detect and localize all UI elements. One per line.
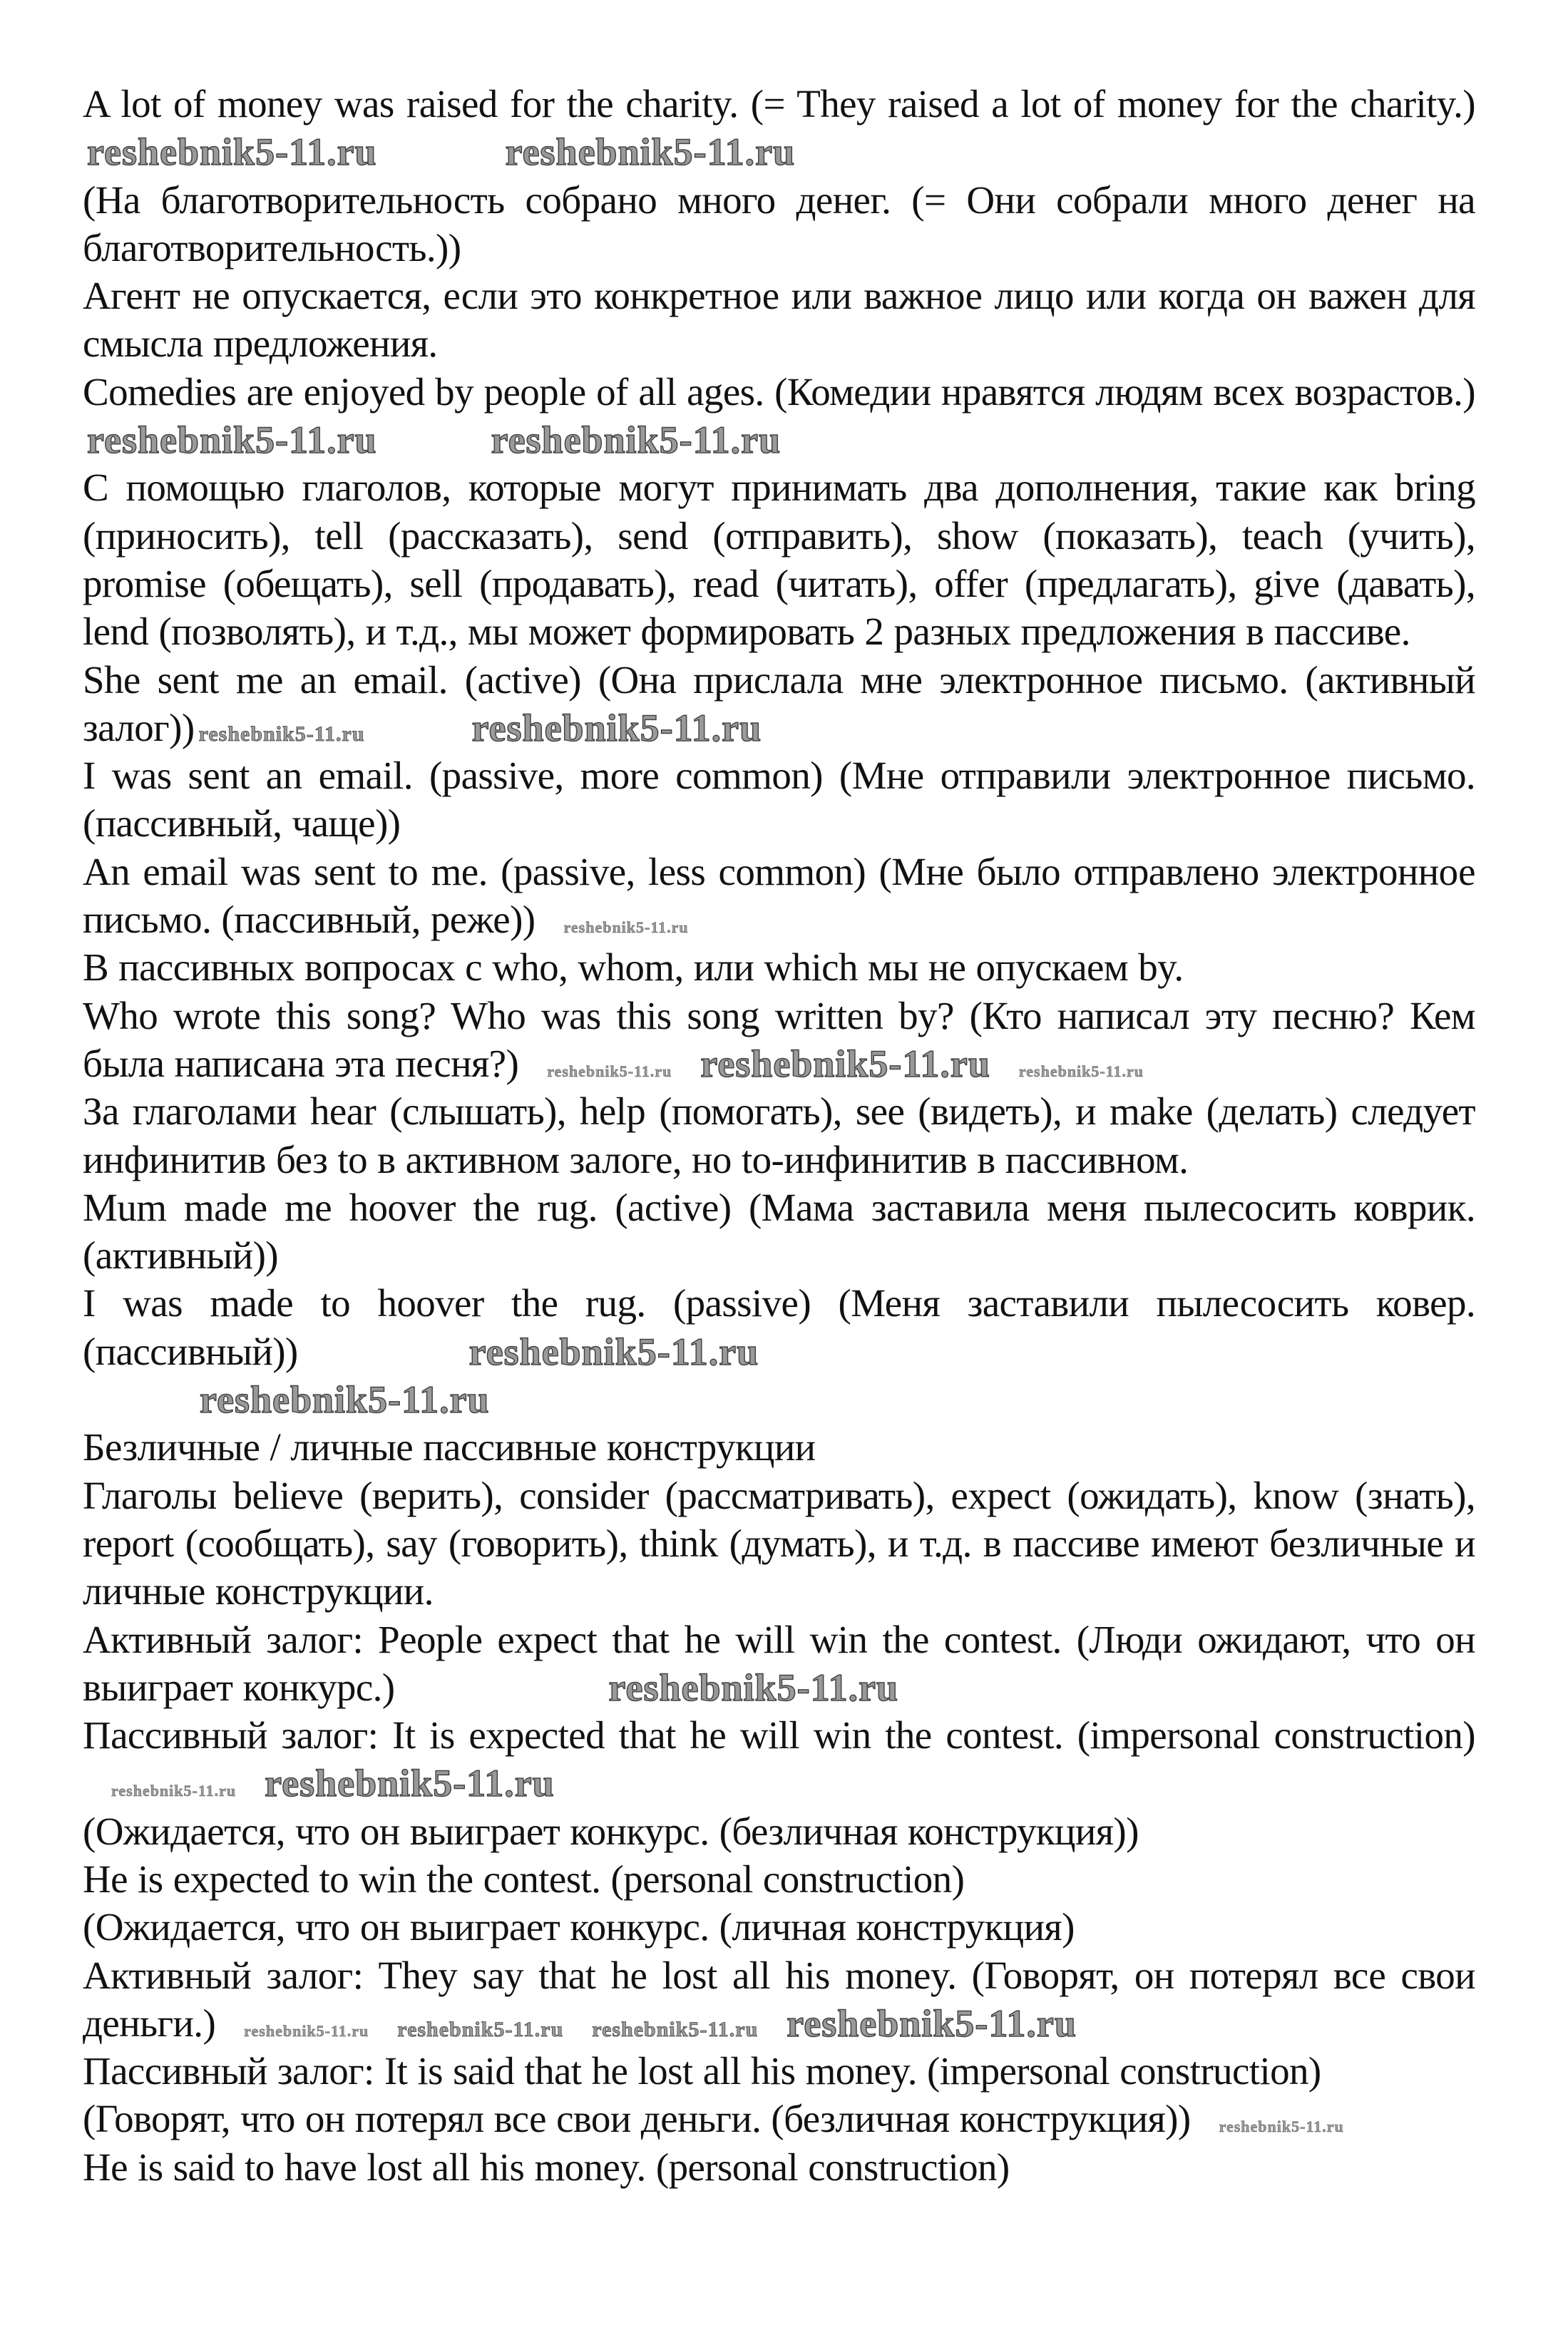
- watermark: reshebnik5-11.ru: [198, 722, 365, 746]
- paragraph: [83, 368, 1475, 464]
- paragraph: (Ожидается, что он выиграет конкурс. (безличная конструкция)): [83, 1809, 1139, 1853]
- paragraph: [83, 848, 1475, 944]
- paragraph-text: She sent me an email. (active) (Она прислала мне электронное письмо. (активный залог)): [83, 657, 1475, 749]
- paragraph: [83, 1951, 1475, 2048]
- watermark: reshebnik5-11.ru: [87, 419, 377, 462]
- paragraph: За глаголами hear (слышать), help (помогать), see (видеть), и make (делать) следует инфинитив без to в активном залоге, но to-инфинитив в пассивном.: [83, 1089, 1475, 1181]
- section-heading: Безличные / личные пассивные конструкции: [83, 1425, 816, 1469]
- watermark: reshebnik5-11.ru: [547, 1062, 672, 1080]
- blank-line: [83, 1375, 1475, 1423]
- watermark: reshebnik5-11.ru: [786, 2001, 1077, 2045]
- watermark: reshebnik5-11.ru: [608, 1666, 899, 1709]
- paragraph: Mum made me hoover the rug. (active) (Мама заставила меня пылесосить коврик. (активный)): [83, 1185, 1475, 1278]
- paragraph-text: Активный залог: People expect that he will win the contest. (Люди ожидают, что он выиграет конкурс.): [83, 1617, 1475, 1709]
- watermark: reshebnik5-11.ru: [1018, 1062, 1144, 1080]
- paragraph: He is expected to win the contest. (personal construction): [83, 1857, 965, 1901]
- paragraph: [83, 1711, 1475, 1807]
- paragraph: (Ожидается, что он выиграет конкурс. (личная конструкция): [83, 1905, 1075, 1949]
- watermark: reshebnik5-11.ru: [563, 918, 689, 937]
- watermark: reshebnik5-11.ru: [700, 1042, 990, 1085]
- watermark: reshebnik5-11.ru: [468, 1330, 759, 1373]
- watermark: reshebnik5-11.ru: [592, 2017, 759, 2041]
- paragraph: I was sent an email. (passive, more common) (Мне отправили электронное письмо. (пассивный, чаще)): [83, 754, 1475, 846]
- watermark: reshebnik5-11.ru: [265, 1762, 555, 1805]
- paragraph-text: A lot of money was raised for the charity. (= They raised a lot of money for the charity.): [83, 82, 1475, 125]
- watermark: reshebnik5-11.ru: [491, 419, 782, 462]
- paragraph: [83, 992, 1475, 1088]
- watermark: reshebnik5-11.ru: [397, 2017, 564, 2041]
- paragraph: В пассивных вопросах с who, whom, или which мы не опускаем by.: [83, 945, 1184, 990]
- watermark: reshebnik5-11.ru: [200, 1378, 490, 1422]
- paragraph: [83, 1616, 1475, 1712]
- paragraph: С помощью глаголов, которые могут принимать два дополнения, такие как bring (приносить), tell (рассказать), send (отправить), show (показать), teach (учить), promise (обещать), sell (продавать), read (читать), offer (предлагать), give (давать), lend (позволять), и т.д., мы может формировать 2 разных предложения в пассиве.: [83, 466, 1475, 654]
- watermark: reshebnik5-11.ru: [1219, 2118, 1344, 2136]
- watermark: reshebnik5-11.ru: [87, 130, 377, 174]
- paragraph: Агент не опускается, если это конкретное или важное лицо или когда он важен для смысла предложения.: [83, 274, 1475, 366]
- watermark: reshebnik5-11.ru: [505, 130, 796, 174]
- paragraph: [83, 656, 1475, 752]
- paragraph-text: Who wrote this song? Who was this song written by? (Кто написал эту песню? Кем была написана эта песня?): [83, 993, 1475, 1085]
- document-body: [83, 80, 1475, 2191]
- paragraph: [83, 2095, 1475, 2143]
- paragraph: [83, 1279, 1475, 1375]
- watermark: reshebnik5-11.ru: [471, 706, 762, 749]
- paragraph: He is said to have lost all his money. (personal construction): [83, 2145, 1010, 2189]
- paragraph: [83, 80, 1475, 176]
- watermark: reshebnik5-11.ru: [244, 2021, 369, 2040]
- paragraph: Глаголы believe (верить), consider (рассматривать), expect (ожидать), know (знать), report (сообщать), say (говорить), think (думать), и т.д. в пассиве имеют безличные и личные конструкции.: [83, 1473, 1475, 1613]
- paragraph-text: An email was sent to me. (passive, less common) (Мне было отправлено электронное письмо. (пассивный, реже)): [83, 849, 1475, 942]
- paragraph-text: Comedies are enjoyed by people of all ages. (Комедии нравятся людям всех возрастов.): [83, 369, 1475, 414]
- paragraph-text: (Говорят, что он потерял все свои деньги. (безличная конструкция)): [83, 2097, 1191, 2141]
- paragraph-text: I was made to hoover the rug. (passive) (Меня заставили пылесосить ковер. (пассивный)): [83, 1281, 1475, 1373]
- paragraph: (На благотворительность собрано много денег. (= Они собрали много денег на благотворительность.)): [83, 178, 1475, 270]
- watermark: reshebnik5-11.ru: [111, 1782, 237, 1800]
- paragraph: Пассивный залог: It is said that he lost all his money. (impersonal construction): [83, 2049, 1321, 2093]
- paragraph-text: Пассивный залог: It is expected that he will win the contest. (impersonal construction): [83, 1713, 1475, 1758]
- paragraph-text: Активный залог: They say that he lost all his money. (Говорят, он потерял все свои деньги.): [83, 1953, 1475, 2045]
